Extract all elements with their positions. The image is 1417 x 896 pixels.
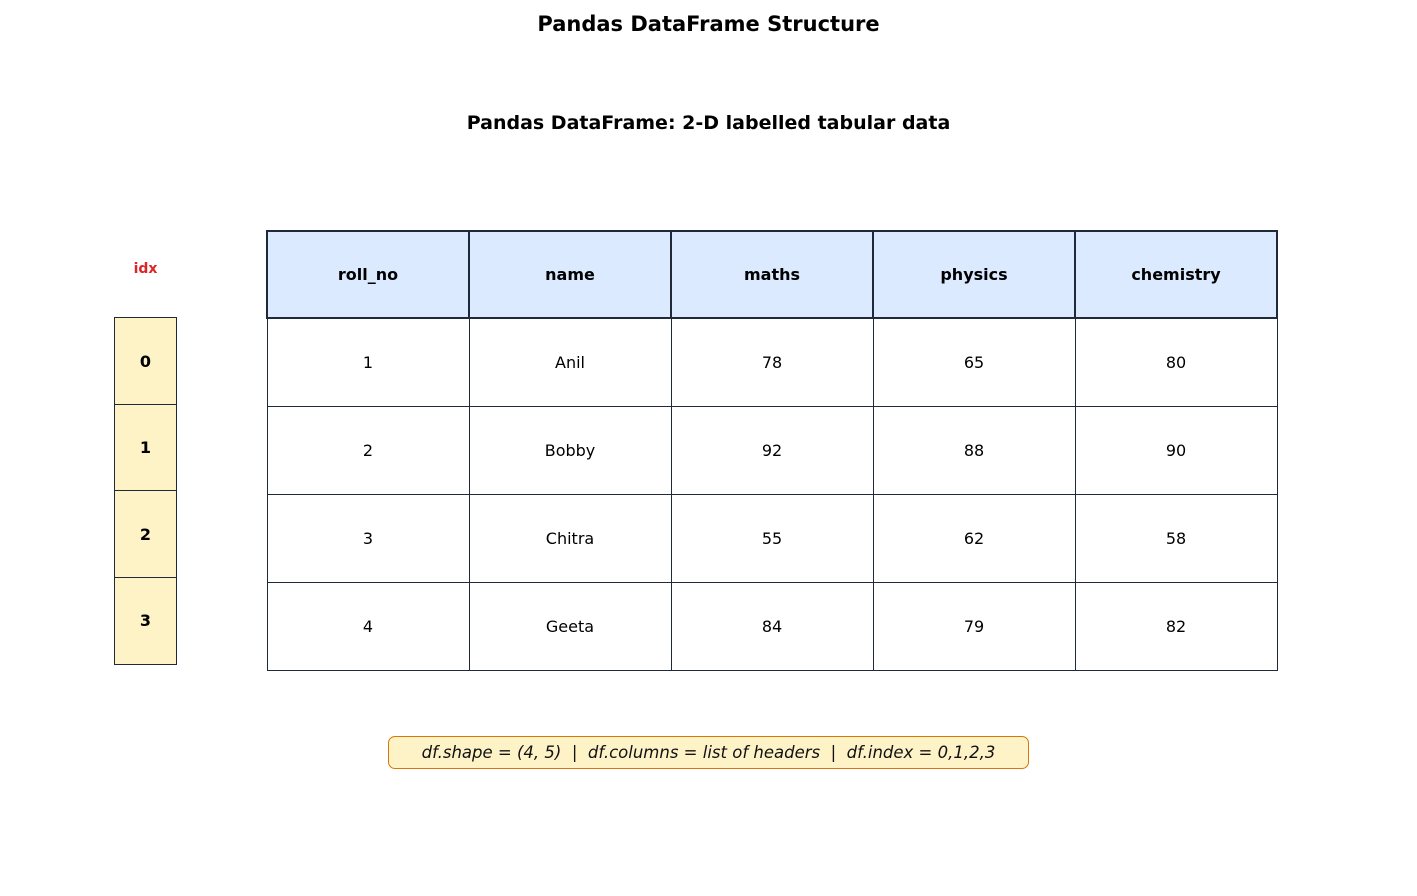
- column-header-physics: physics: [873, 231, 1075, 318]
- diagram-title: Pandas DataFrame Structure: [537, 12, 880, 36]
- header-row: [267, 231, 1277, 318]
- table-cell: 3: [267, 494, 469, 582]
- table-cell: 62: [873, 494, 1075, 582]
- column-header-chemistry: chemistry: [1075, 231, 1277, 318]
- index-column: [114, 317, 177, 665]
- table-row: [267, 494, 1277, 582]
- index-cell: 3: [114, 577, 177, 665]
- column-header-maths: maths: [671, 231, 873, 318]
- table-cell: Anil: [469, 318, 671, 406]
- table-cell: 80: [1075, 318, 1277, 406]
- column-header-name: name: [469, 231, 671, 318]
- table-cell: Bobby: [469, 406, 671, 494]
- table-cell: Chitra: [469, 494, 671, 582]
- table-cell: 55: [671, 494, 873, 582]
- table-cell: 1: [267, 318, 469, 406]
- index-cell: 1: [114, 404, 177, 492]
- table-cell: 79: [873, 582, 1075, 670]
- index-label: idx: [133, 261, 158, 277]
- table-cell: 84: [671, 582, 873, 670]
- column-header-roll-no: roll_no: [267, 231, 469, 318]
- table-row: [267, 318, 1277, 406]
- index-cell: 0: [114, 317, 177, 405]
- index-cell: 2: [114, 490, 177, 578]
- table-cell: 90: [1075, 406, 1277, 494]
- table-cell: Geeta: [469, 582, 671, 670]
- table-row: [267, 406, 1277, 494]
- table-cell: 2: [267, 406, 469, 494]
- table-cell: 82: [1075, 582, 1277, 670]
- table-cell: 78: [671, 318, 873, 406]
- table-cell: 88: [873, 406, 1075, 494]
- table-cell: 65: [873, 318, 1075, 406]
- table-cell: 92: [671, 406, 873, 494]
- dataframe-table: [266, 230, 1278, 671]
- dataframe-attributes-note: df.shape = (4, 5) | df.columns = list of headers | df.index = 0,1,2,3: [388, 736, 1029, 769]
- table-cell: 4: [267, 582, 469, 670]
- diagram-subtitle: Pandas DataFrame: 2-D labelled tabular data: [466, 112, 951, 134]
- table-row: [267, 582, 1277, 670]
- table-cell: 58: [1075, 494, 1277, 582]
